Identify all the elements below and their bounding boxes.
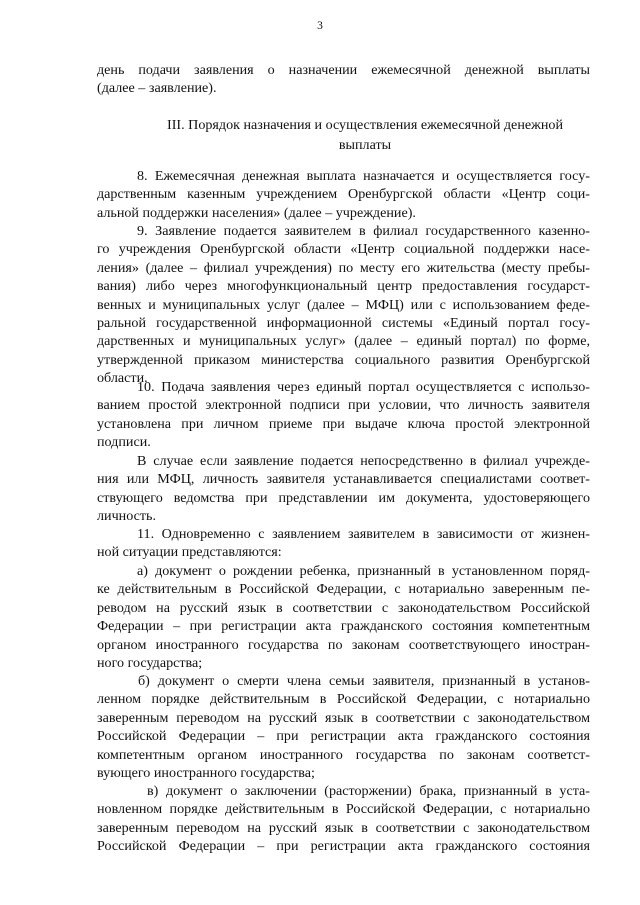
text-line: ленном порядке действительным в Российской Федерации, с нотариально bbox=[97, 691, 590, 708]
text-line: (далее – заявление). bbox=[97, 80, 217, 97]
text-line: венных и муниципальных услуг (далее – МФЦ) или с использованием феде- bbox=[97, 296, 590, 313]
text-line: вания) либо через многофункциональный центр предоставления государст- bbox=[97, 278, 590, 295]
text-line: установлена при личном приеме при выдаче ключа простой электронной bbox=[97, 415, 590, 432]
text-line: Российской Федерации – при регистрации акта гражданского состояния bbox=[97, 838, 590, 855]
text-line: 10. Подача заявления через единый портал осуществляется с использо- bbox=[137, 379, 590, 395]
text-line: день подачи заявления о назначении ежемесячной денежной выплаты bbox=[97, 62, 590, 78]
text-line: реводом на русский язык в соответствии с законодательством Российской bbox=[97, 599, 590, 616]
text-line: а) документ о рождении ребенка, признанный в установленном поряд- bbox=[137, 563, 590, 579]
list-item-a bbox=[97, 562, 590, 672]
paragraph-8 bbox=[97, 167, 590, 222]
section-heading bbox=[150, 115, 580, 155]
text-line: ного государства; bbox=[97, 654, 203, 671]
section-heading-line: выплаты bbox=[338, 137, 392, 153]
intro-text bbox=[97, 61, 590, 98]
paragraph-9 bbox=[97, 222, 590, 388]
text-line: дарственным казенным учреждением Оренбургской области «Центр соци- bbox=[97, 186, 590, 203]
text-line: го учреждения Оренбургской области «Центр социальной поддержки насе- bbox=[97, 241, 590, 258]
text-line: органом иностранного государства по законам соответствующего иностран- bbox=[97, 636, 590, 653]
text-line: В случае если заявление подается непосредственно в филиал учрежде- bbox=[137, 453, 590, 469]
text-line: в) документ о заключении (расторжении) брака, признанный в уста- bbox=[147, 783, 590, 799]
text-line: компетентным органом иностранного государства по законам соответст- bbox=[97, 746, 590, 763]
text-line: ке действительным в Российской Федерации, с нотариально заверенным пе- bbox=[97, 581, 590, 598]
text-line: Российской Федерации – при регистрации акта гражданского состояния bbox=[97, 728, 590, 745]
text-line: личность. bbox=[97, 508, 156, 525]
text-line: ления» (далее – филиал учреждения) по месту его жительства (месту пребы- bbox=[97, 259, 590, 276]
text-line: ствующего ведомства при представлении им документа, удостоверяющего bbox=[97, 489, 590, 506]
text-line: Федерации – при регистрации акта гражданского состояния компетентным bbox=[97, 618, 590, 635]
section-heading-line: III. Порядок назначения и осуществления ежемесячной денежной bbox=[167, 117, 563, 133]
text-line: ральной государственной информационной системы «Единый портал госу- bbox=[97, 314, 590, 331]
text-line: 8. Ежемесячная денежная выплата назначается и осуществляется госу- bbox=[137, 168, 590, 184]
paragraph-10 bbox=[97, 378, 590, 452]
text-line: ния или МФЦ, личность заявителя устанавливается специалистами соответ- bbox=[97, 471, 590, 488]
text-line: ной ситуации представляются: bbox=[97, 544, 282, 561]
text-line: 9. Заявление подается заявителем в филиал государственного казенно- bbox=[137, 223, 590, 239]
text-line: области. bbox=[97, 370, 148, 387]
text-line: 11. Одновременно с заявлением заявителем в зависимости от жизнен- bbox=[137, 526, 590, 542]
text-line: дарственных и муниципальных услуг» (далее – единый портал) по форме, bbox=[97, 333, 590, 350]
text-line: подписи. bbox=[97, 434, 151, 451]
text-line: ванием простой электронной подписи при условии, что личность заявителя bbox=[97, 397, 590, 414]
text-line: б) документ о смерти члена семьи заявителя, признанный в установ- bbox=[138, 673, 590, 689]
paragraph-11 bbox=[97, 525, 590, 562]
paragraph-identity bbox=[97, 452, 590, 526]
text-line: заверенным переводом на русский язык в соответствии с законодательством bbox=[97, 819, 590, 836]
list-item-v bbox=[97, 782, 590, 856]
text-line: вующего иностранного государства; bbox=[97, 764, 315, 781]
text-line: альной поддержки населения» (далее – учреждение). bbox=[97, 204, 416, 221]
text-line: заверенным переводом на русский язык в соответствии с законодательством bbox=[97, 709, 590, 726]
text-line: новленном порядке действительным в Российской Федерации, с нотариально bbox=[97, 801, 590, 818]
list-item-b bbox=[97, 672, 590, 782]
page-number: 3 bbox=[317, 20, 323, 32]
text-line: утвержденной приказом министерства социального развития Оренбургской bbox=[97, 351, 590, 368]
